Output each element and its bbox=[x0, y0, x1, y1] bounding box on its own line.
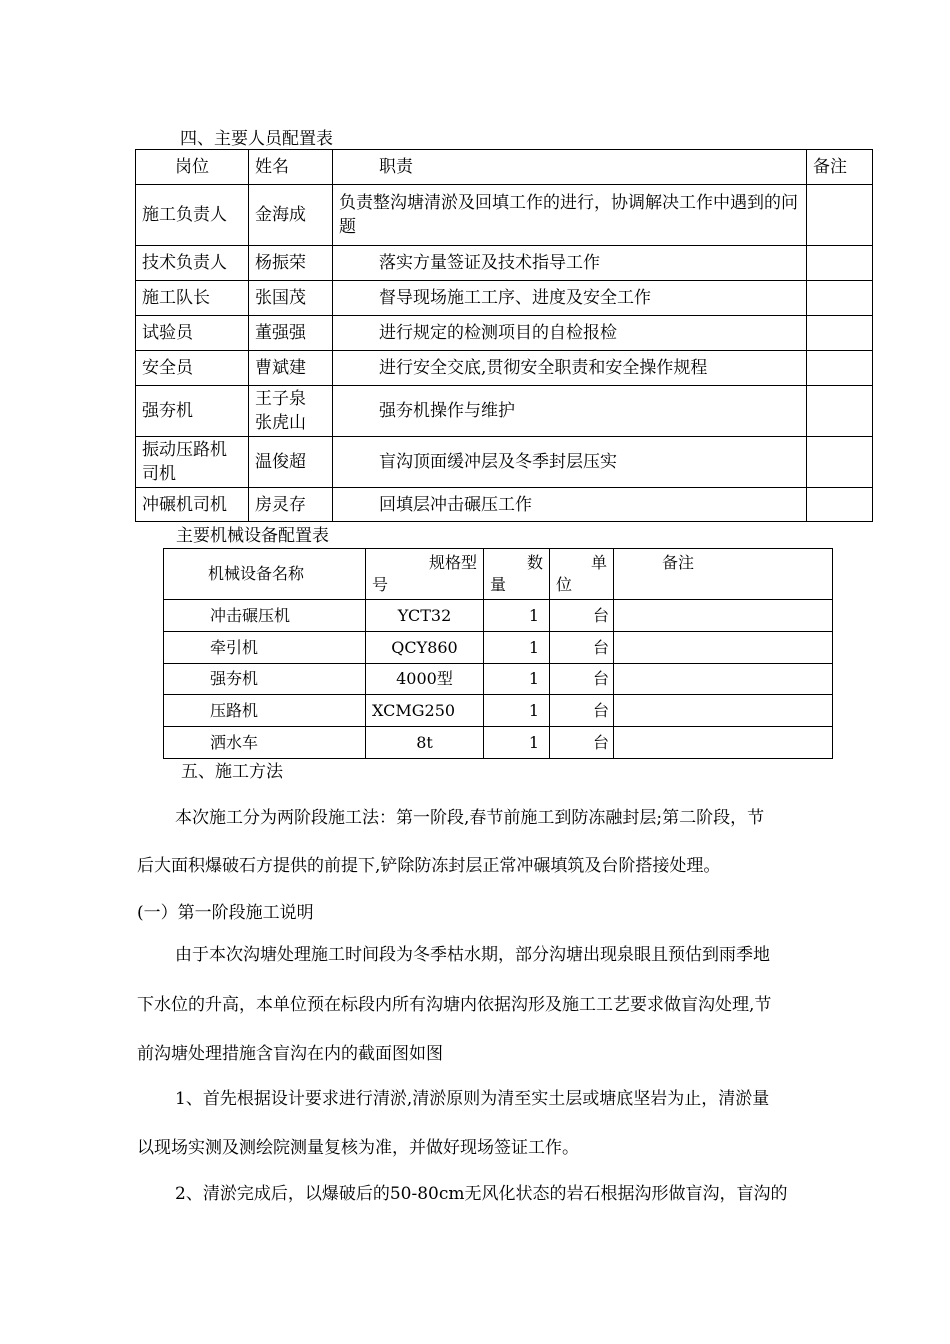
cell-position: 技术负责人 bbox=[136, 246, 249, 281]
section4-title: 四、主要人员配置表 bbox=[180, 129, 333, 149]
cell-model: XCMG250 bbox=[366, 695, 484, 727]
table-row bbox=[136, 351, 873, 386]
cell-model: YCT32 bbox=[366, 600, 484, 632]
header-unit bbox=[550, 549, 614, 600]
cell-model: QCY860 bbox=[366, 632, 484, 664]
paragraph-1-line-2: 后大面积爆破石方提供的前提下,铲除防冻封层正常冲碾填筑及台阶搭接处理。 bbox=[137, 856, 721, 876]
cell-unit: 台 bbox=[550, 695, 614, 727]
personnel-table bbox=[135, 149, 873, 522]
cell-position: 冲碾机司机 bbox=[136, 488, 249, 522]
cell-position: 施工负责人 bbox=[136, 185, 249, 246]
subsection-1-title: (一）第一阶段施工说明 bbox=[137, 903, 314, 923]
cell-name: 董强强 bbox=[249, 316, 333, 351]
header-qty-line1: 数 bbox=[526, 553, 543, 572]
cell-unit: 台 bbox=[550, 632, 614, 664]
cell-position: 施工队长 bbox=[136, 281, 249, 316]
table-row bbox=[164, 727, 833, 759]
table-row bbox=[136, 437, 873, 488]
paragraph-2-line-2: 下水位的升高，本单位预在标段内所有沟塘内依据沟形及施工工艺要求做盲沟处理,节 bbox=[137, 995, 772, 1015]
header-qty-line2: 量 bbox=[490, 575, 507, 594]
table-row bbox=[164, 632, 833, 664]
cell-equipment-note bbox=[614, 632, 833, 664]
equipment-title: 主要机械设备配置表 bbox=[176, 526, 329, 546]
cell-equipment-note bbox=[614, 727, 833, 759]
cell-name: 曹斌建 bbox=[249, 351, 333, 386]
cell-note bbox=[807, 281, 873, 316]
header-equipment-note: 备注 bbox=[614, 549, 833, 600]
paragraph-3-line-1: 1、首先根据设计要求进行清淤,清淤原则为清至实土层或塘底坚岩为止，清淤量 bbox=[175, 1089, 770, 1109]
table-row bbox=[164, 600, 833, 632]
header-unit-line2: 位 bbox=[556, 575, 573, 594]
header-unit-line1: 单 bbox=[590, 553, 607, 572]
cell-duty: 进行安全交底,贯彻安全职责和安全操作规程 bbox=[333, 351, 807, 386]
cell-duty: 负责整沟塘清淤及回填工作的进行，协调解决工作中遇到的问题 bbox=[333, 185, 807, 246]
cell-equipment-note bbox=[614, 695, 833, 727]
cell-name: 金海成 bbox=[249, 185, 333, 246]
cell-name: 房灵存 bbox=[249, 488, 333, 522]
equipment-table bbox=[163, 548, 833, 759]
header-position: 岗位 bbox=[136, 150, 249, 185]
table-row bbox=[136, 488, 873, 522]
cell-position: 振动压路机司机 bbox=[136, 437, 249, 488]
cell-unit: 台 bbox=[550, 664, 614, 695]
paragraph-2-line-3: 前沟塘处理措施含盲沟在内的截面图如图 bbox=[137, 1044, 443, 1064]
cell-note bbox=[807, 386, 873, 437]
cell-equipment-note bbox=[614, 664, 833, 695]
cell-note bbox=[807, 488, 873, 522]
paragraph-4-line-1: 2、清淤完成后，以爆破后的50-80cm无风化状态的岩石根据沟形做盲沟，盲沟的 bbox=[175, 1184, 788, 1204]
cell-model: 4000型 bbox=[366, 664, 484, 695]
table-row bbox=[164, 664, 833, 695]
paragraph-3-line-2: 以现场实测及测绘院测量复核为准，并做好现场签证工作。 bbox=[137, 1138, 579, 1158]
paragraph-1-line-1: 本次施工分为两阶段施工法：第一阶段,春节前施工到防冻融封层;第二阶段，节 bbox=[175, 808, 765, 828]
header-note: 备注 bbox=[807, 150, 873, 185]
cell-duty: 回填层冲击碾压工作 bbox=[333, 488, 807, 522]
personnel-header-row bbox=[136, 150, 873, 185]
header-model-line2: 号 bbox=[372, 575, 389, 594]
cell-equipment-name: 洒水车 bbox=[164, 727, 366, 759]
paragraph-2-line-1: 由于本次沟塘处理施工时间段为冬季枯水期，部分沟塘出现泉眼且预估到雨季地 bbox=[175, 945, 770, 965]
cell-position: 安全员 bbox=[136, 351, 249, 386]
cell-note bbox=[807, 316, 873, 351]
cell-position: 试验员 bbox=[136, 316, 249, 351]
cell-qty: 1 bbox=[484, 600, 550, 632]
cell-qty: 1 bbox=[484, 695, 550, 727]
cell-name: 杨振荣 bbox=[249, 246, 333, 281]
cell-qty: 1 bbox=[484, 632, 550, 664]
cell-equipment-name: 牵引机 bbox=[164, 632, 366, 664]
cell-note bbox=[807, 246, 873, 281]
header-model-line1: 规格型 bbox=[428, 553, 477, 572]
cell-unit: 台 bbox=[550, 727, 614, 759]
cell-name: 王子泉 张虎山 bbox=[249, 386, 333, 437]
table-row bbox=[136, 316, 873, 351]
cell-name: 温俊超 bbox=[249, 437, 333, 488]
table-row bbox=[136, 281, 873, 316]
section5-title: 五、施工方法 bbox=[181, 762, 283, 782]
cell-note bbox=[807, 185, 873, 246]
cell-equipment-name: 冲击碾压机 bbox=[164, 600, 366, 632]
cell-model: 8t bbox=[366, 727, 484, 759]
cell-equipment-name: 压路机 bbox=[164, 695, 366, 727]
table-row bbox=[136, 386, 873, 437]
cell-duty: 盲沟顶面缓冲层及冬季封层压实 bbox=[333, 437, 807, 488]
header-equipment-name: 机械设备名称 bbox=[164, 549, 366, 600]
cell-name: 张国茂 bbox=[249, 281, 333, 316]
cell-duty: 强夯机操作与维护 bbox=[333, 386, 807, 437]
equipment-header-row bbox=[164, 549, 833, 600]
cell-duty: 落实方量签证及技术指导工作 bbox=[333, 246, 807, 281]
cell-unit: 台 bbox=[550, 600, 614, 632]
header-qty bbox=[484, 549, 550, 600]
table-row bbox=[164, 695, 833, 727]
cell-equipment-name: 强夯机 bbox=[164, 664, 366, 695]
cell-note bbox=[807, 437, 873, 488]
cell-equipment-note bbox=[614, 600, 833, 632]
table-row bbox=[136, 185, 873, 246]
cell-position: 强夯机 bbox=[136, 386, 249, 437]
table-row bbox=[136, 246, 873, 281]
cell-duty: 督导现场施工工序、进度及安全工作 bbox=[333, 281, 807, 316]
cell-duty: 进行规定的检测项目的自检报检 bbox=[333, 316, 807, 351]
cell-qty: 1 bbox=[484, 727, 550, 759]
header-model bbox=[366, 549, 484, 600]
header-name: 姓名 bbox=[249, 150, 333, 185]
cell-note bbox=[807, 351, 873, 386]
header-duty: 职责 bbox=[333, 150, 807, 185]
cell-qty: 1 bbox=[484, 664, 550, 695]
